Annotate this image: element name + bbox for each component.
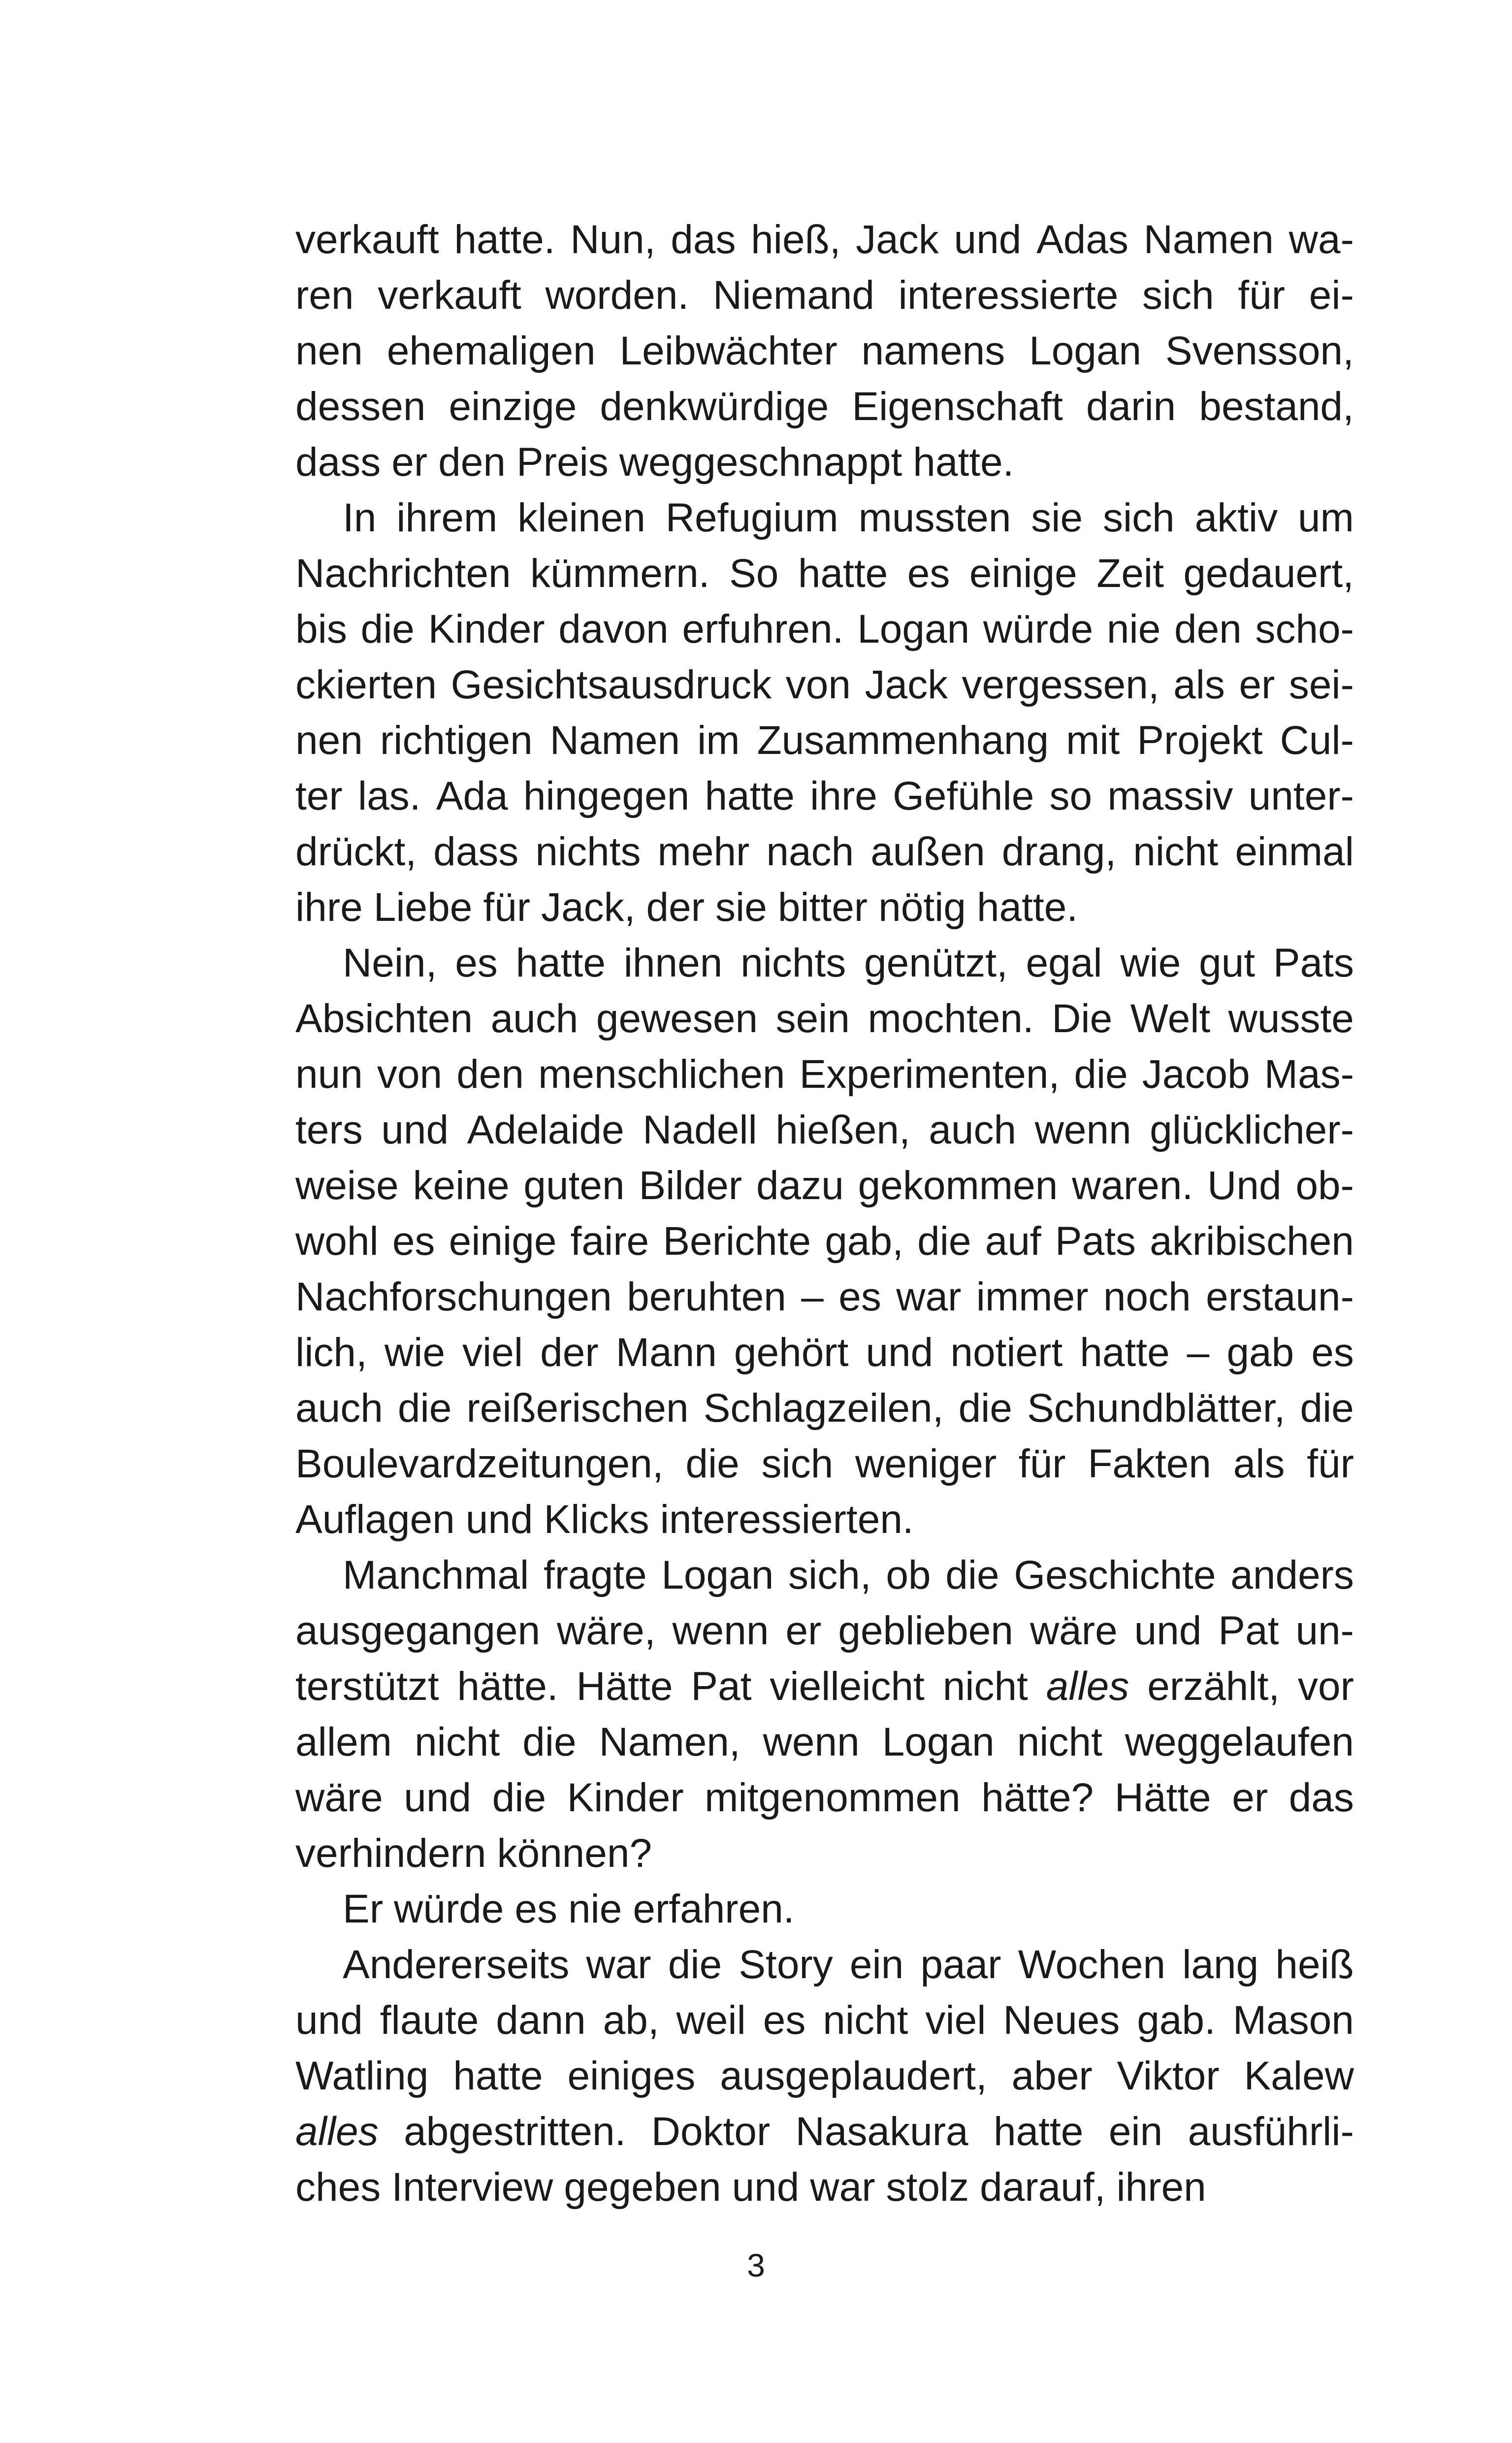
paragraph bbox=[295, 1937, 1354, 2215]
text-line: auch die reißerischen Schlagzeilen, die Schundblätter, die bbox=[295, 1386, 1354, 1431]
text-line: Nachforschungen beruhten – es war immer noch erstaun- bbox=[295, 1274, 1354, 1319]
paragraph bbox=[295, 212, 1354, 490]
text-line: Nachrichten kümmern. So hatte es einige Zeit gedauert, bbox=[295, 551, 1354, 596]
text-line: Boulevardzeitungen, die sich weniger für Fakten als für bbox=[295, 1441, 1354, 1486]
text-line: terstützt hätte. Hätte Pat vielleicht nicht alles erzählt, vor bbox=[295, 1664, 1354, 1709]
text-line: Manchmal fragte Logan sich, ob die Geschichte anders bbox=[343, 1553, 1354, 1597]
text-line: Nein, es hatte ihnen nichts genützt, egal wie gut Pats bbox=[343, 941, 1354, 985]
text-line: verkauft hatte. Nun, das hieß, Jack und Adas Namen wa- bbox=[295, 217, 1354, 262]
text-line: verhindern können? bbox=[295, 1831, 652, 1876]
text-line: nun von den menschlichen Experimenten, die Jacob Mas- bbox=[295, 1052, 1354, 1097]
text-line: wohl es einige faire Berichte gab, die auf Pats akribischen bbox=[295, 1219, 1354, 1264]
text-line: drückt, dass nichts mehr nach außen drang, nicht einmal bbox=[295, 829, 1354, 874]
text-line: dessen einzige denkwürdige Eigenschaft darin bestand, bbox=[295, 384, 1354, 429]
text-line: lich, wie viel der Mann gehört und notiert hatte – gab es bbox=[295, 1330, 1354, 1375]
text-line: In ihrem kleinen Refugium mussten sie sich aktiv um bbox=[343, 495, 1354, 540]
paragraph bbox=[295, 935, 1354, 1547]
paragraph bbox=[295, 1547, 1354, 1881]
text-line: nen ehemaligen Leibwächter namens Logan Svensson, bbox=[295, 328, 1354, 373]
text-line: Watling hatte einiges ausgeplaudert, aber Viktor Kalew bbox=[295, 2053, 1354, 2098]
text-line: Er würde es nie erfahren. bbox=[343, 1887, 795, 1931]
text-line: und flaute dann ab, weil es nicht viel Neues gab. Mason bbox=[295, 1998, 1354, 2043]
text-line: nen richtigen Namen im Zusammenhang mit Projekt Cul- bbox=[295, 718, 1354, 763]
text-line: Absichten auch gewesen sein mochten. Die Welt wusste bbox=[295, 996, 1354, 1041]
text-line: Andererseits war die Story ein paar Wochen lang heiß bbox=[343, 1942, 1354, 1987]
text-line: ter las. Ada hingegen hatte ihre Gefühle so massiv unter- bbox=[295, 774, 1354, 818]
text-line: bis die Kinder davon erfuhren. Logan würde nie den scho- bbox=[295, 607, 1354, 651]
text-line: wäre und die Kinder mitgenommen hätte? Hätte er das bbox=[295, 1775, 1354, 1820]
text-line: Auflagen und Klicks interessierten. bbox=[295, 1497, 914, 1542]
paragraph bbox=[295, 490, 1354, 935]
text-line: weise keine guten Bilder dazu gekommen waren. Und ob- bbox=[295, 1163, 1354, 1208]
paragraph bbox=[295, 1881, 1354, 1937]
text-line: ches Interview gegeben und war stolz darauf, ihren bbox=[295, 2165, 1206, 2210]
body-text bbox=[295, 212, 1354, 2215]
page-number: 3 bbox=[747, 2247, 765, 2283]
text-line: ckierten Gesichtsausdruck von Jack vergessen, als er sei- bbox=[295, 662, 1354, 707]
text-line: ihre Liebe für Jack, der sie bitter nötig hatte. bbox=[295, 885, 1078, 930]
text-line: ren verkauft worden. Niemand interessierte sich für ei- bbox=[295, 273, 1354, 318]
text-line: alles abgestritten. Doktor Nasakura hatte ein ausführli- bbox=[295, 2109, 1354, 2154]
text-line: dass er den Preis weggeschnappt hatte. bbox=[295, 440, 1014, 485]
text-line: allem nicht die Namen, wenn Logan nicht weggelaufen bbox=[295, 1720, 1354, 1764]
text-line: ausgegangen wäre, wenn er geblieben wäre und Pat un- bbox=[295, 1608, 1354, 1653]
text-line: ters und Adelaide Nadell hießen, auch wenn glücklicher- bbox=[295, 1107, 1354, 1152]
